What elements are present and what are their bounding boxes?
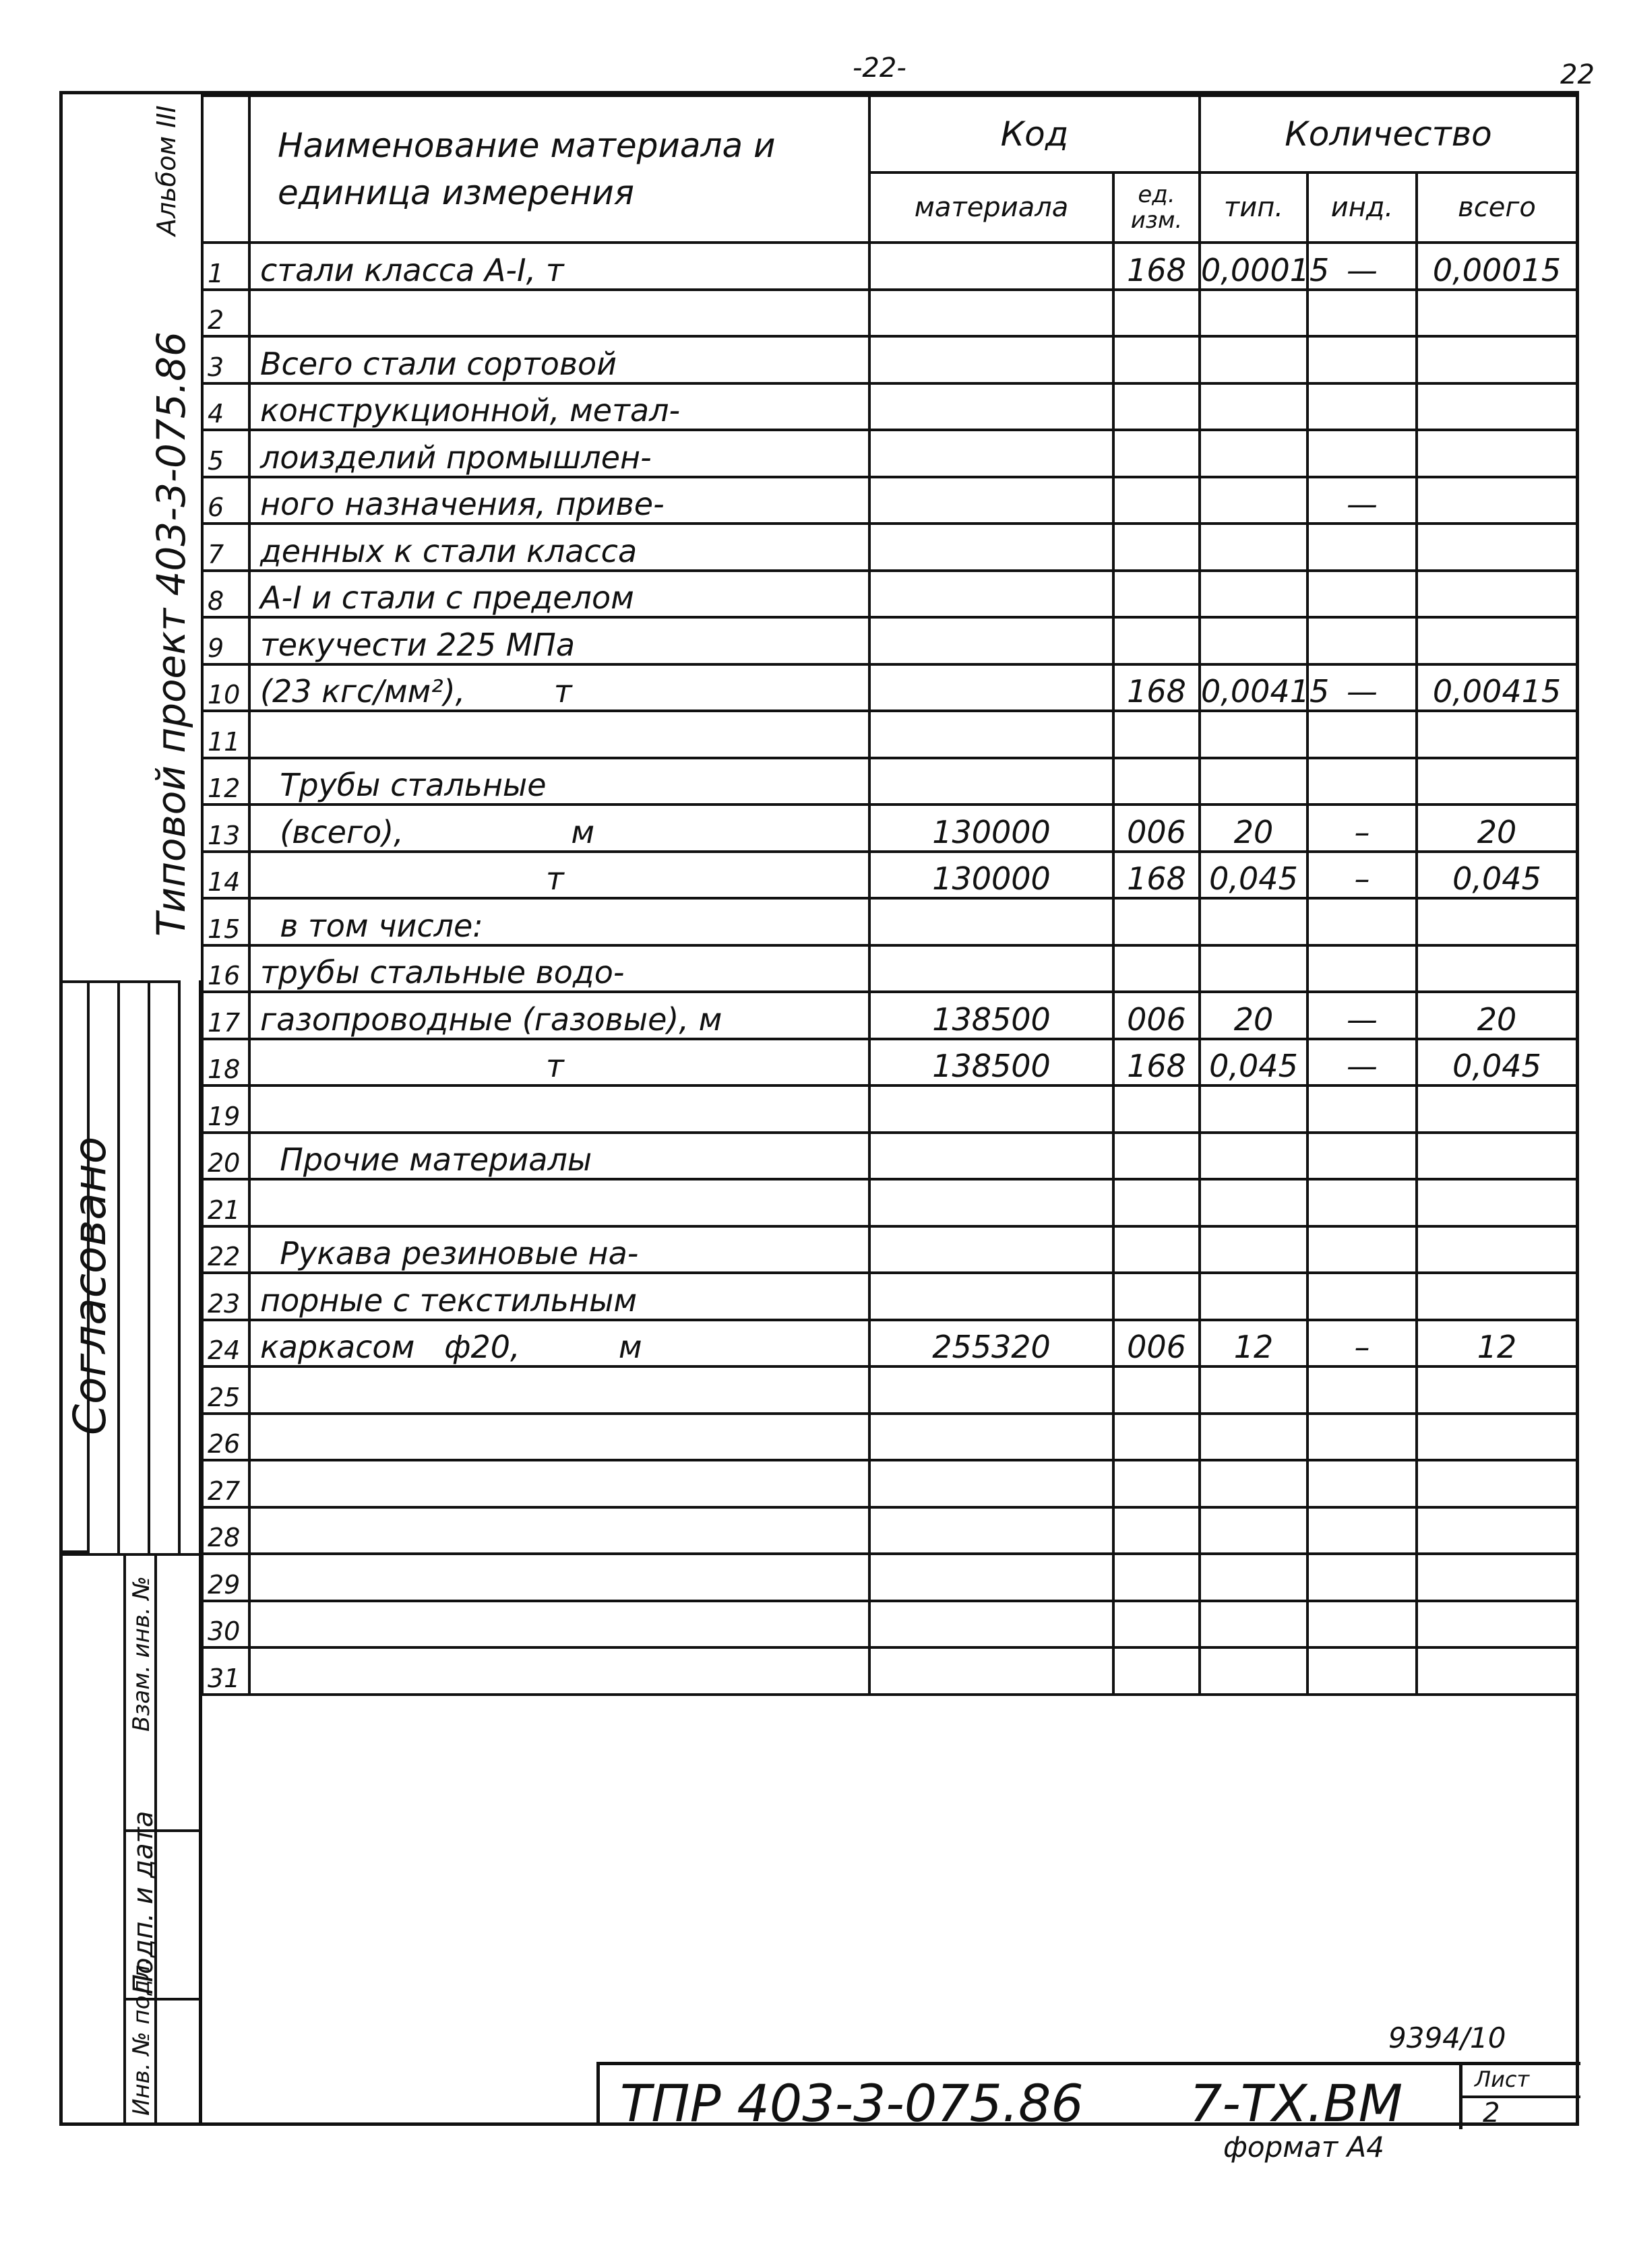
- qty-ind: [1307, 1179, 1417, 1226]
- table-row: [202, 711, 1577, 758]
- header-ind: инд.: [1307, 172, 1417, 243]
- table-row: [202, 898, 1577, 945]
- qty-total: 0,045: [1417, 852, 1577, 899]
- qty-ind: [1307, 1601, 1417, 1648]
- qty-total: [1417, 1273, 1577, 1320]
- material-name: конструкционной, метал-: [249, 383, 869, 431]
- table-row: [202, 1320, 1577, 1367]
- qty-typ: 12: [1200, 1320, 1307, 1367]
- unit-code: [1113, 617, 1200, 664]
- qty-typ: [1200, 1085, 1307, 1133]
- unit-code: 168: [1113, 852, 1200, 899]
- stamp-title: ТПР 403-3-075.86: [620, 2073, 1084, 2133]
- row-number: 20: [202, 1133, 249, 1180]
- replace-inv-label: Взам. инв. №: [128, 1576, 155, 1732]
- header-unit: ед. изм.: [1113, 172, 1200, 243]
- table-row: [202, 571, 1577, 618]
- material-code: [869, 1273, 1113, 1320]
- row-number: 2: [202, 290, 249, 337]
- qty-ind: [1307, 1647, 1417, 1695]
- unit-code: [1113, 477, 1200, 524]
- material-name: стали класса А-I, т: [249, 243, 869, 290]
- qty-total: [1417, 336, 1577, 383]
- table-row: [202, 1601, 1577, 1648]
- qty-ind: [1307, 524, 1417, 571]
- table-row: [202, 1226, 1577, 1273]
- agreed-label: Согласовано: [64, 1136, 116, 1435]
- qty-total: 0,045: [1417, 1039, 1577, 1086]
- material-name: [249, 1647, 869, 1695]
- unit-code: [1113, 383, 1200, 431]
- material-name: лоизделий промышлен-: [249, 430, 869, 477]
- table-row: [202, 805, 1577, 852]
- table-row: [202, 945, 1577, 993]
- table-row: [202, 336, 1577, 383]
- row-number: 29: [202, 1554, 249, 1601]
- qty-total: [1417, 524, 1577, 571]
- material-code: 255320: [869, 1320, 1113, 1367]
- material-name: [249, 1366, 869, 1414]
- qty-total: 0,00415: [1417, 664, 1577, 712]
- table-row: [202, 1554, 1577, 1601]
- table-row: [202, 1133, 1577, 1180]
- header-qty: Количество: [1200, 96, 1577, 172]
- table-row: [202, 852, 1577, 899]
- qty-typ: [1200, 524, 1307, 571]
- qty-ind: [1307, 1273, 1417, 1320]
- qty-typ: [1200, 1273, 1307, 1320]
- qty-typ: [1200, 1133, 1307, 1180]
- qty-typ: [1200, 477, 1307, 524]
- qty-ind: [1307, 1507, 1417, 1554]
- qty-ind: [1307, 1366, 1417, 1414]
- qty-total: [1417, 1414, 1577, 1461]
- table-row: [202, 1366, 1577, 1414]
- material-code: [869, 711, 1113, 758]
- material-name: трубы стальные водо-: [249, 945, 869, 993]
- table-row: [202, 524, 1577, 571]
- qty-typ: [1200, 383, 1307, 431]
- qty-total: [1417, 1507, 1577, 1554]
- qty-total: [1417, 617, 1577, 664]
- qty-ind: [1307, 1226, 1417, 1273]
- qty-total: [1417, 477, 1577, 524]
- material-code: [869, 1085, 1113, 1133]
- material-name: [249, 1601, 869, 1648]
- title-block: [596, 2062, 1580, 2133]
- table-row: [202, 1414, 1577, 1461]
- qty-total: [1417, 290, 1577, 337]
- row-number: 6: [202, 477, 249, 524]
- unit-code: 168: [1113, 243, 1200, 290]
- qty-total: 20: [1417, 992, 1577, 1039]
- table-row: [202, 290, 1577, 337]
- unit-code: 006: [1113, 805, 1200, 852]
- material-code: 138500: [869, 992, 1113, 1039]
- table-row: [202, 1507, 1577, 1554]
- qty-ind: [1307, 1414, 1417, 1461]
- material-name: газопроводные (газовые), м: [249, 992, 869, 1039]
- table-row: [202, 758, 1577, 805]
- format-label: формат А4: [1223, 2131, 1384, 2164]
- header-typ: тип.: [1200, 172, 1307, 243]
- qty-total: [1417, 1460, 1577, 1507]
- row-number: 7: [202, 524, 249, 571]
- unit-code: 168: [1113, 1039, 1200, 1086]
- unit-code: [1113, 1414, 1200, 1461]
- qty-ind: [1307, 290, 1417, 337]
- material-name: [249, 1414, 869, 1461]
- material-code: [869, 1601, 1113, 1648]
- material-name: денных к стали класса: [249, 524, 869, 571]
- material-code: [869, 617, 1113, 664]
- unit-code: [1113, 758, 1200, 805]
- qty-typ: [1200, 430, 1307, 477]
- material-code: [869, 383, 1113, 431]
- qty-total: [1417, 383, 1577, 431]
- qty-ind: —: [1307, 243, 1417, 290]
- qty-total: [1417, 945, 1577, 993]
- qty-ind: [1307, 336, 1417, 383]
- material-code: [869, 1179, 1113, 1226]
- material-code: [869, 945, 1113, 993]
- material-code: [869, 430, 1113, 477]
- qty-typ: [1200, 617, 1307, 664]
- table-row: [202, 664, 1577, 712]
- row-number: 1: [202, 243, 249, 290]
- unit-code: 006: [1113, 1320, 1200, 1367]
- material-name: [249, 1507, 869, 1554]
- material-code: [869, 1647, 1113, 1695]
- material-name: Всего стали сортовой: [249, 336, 869, 383]
- qty-total: [1417, 758, 1577, 805]
- qty-typ: [1200, 711, 1307, 758]
- qty-ind: [1307, 945, 1417, 993]
- material-code: [869, 290, 1113, 337]
- qty-typ: 20: [1200, 805, 1307, 852]
- unit-code: [1113, 430, 1200, 477]
- qty-ind: [1307, 1460, 1417, 1507]
- stamp-code: 7-ТХ.ВМ: [1190, 2073, 1403, 2133]
- unit-code: 168: [1113, 664, 1200, 712]
- qty-typ: [1200, 571, 1307, 618]
- material-name: А-I и стали с пределом: [249, 571, 869, 618]
- sign-date-label: Подп. и дата: [128, 1810, 159, 1994]
- qty-total: [1417, 430, 1577, 477]
- header-code: Код: [869, 96, 1200, 172]
- row-number: 5: [202, 430, 249, 477]
- qty-ind: –: [1307, 805, 1417, 852]
- qty-typ: [1200, 290, 1307, 337]
- material-code: [869, 571, 1113, 618]
- material-name: ного назначения, приве-: [249, 477, 869, 524]
- page-number-corner: 22: [1560, 59, 1595, 90]
- qty-typ: [1200, 1554, 1307, 1601]
- row-number: 17: [202, 992, 249, 1039]
- qty-typ: [1200, 336, 1307, 383]
- row-number: 21: [202, 1179, 249, 1226]
- qty-typ: [1200, 1366, 1307, 1414]
- qty-total: 12: [1417, 1320, 1577, 1367]
- qty-typ: [1200, 898, 1307, 945]
- row-number: 27: [202, 1460, 249, 1507]
- row-number: 8: [202, 571, 249, 618]
- sheet-label: Лист: [1475, 2067, 1530, 2092]
- row-number: 22: [202, 1226, 249, 1273]
- row-number: 14: [202, 852, 249, 899]
- qty-total: [1417, 1647, 1577, 1695]
- qty-ind: –: [1307, 1320, 1417, 1367]
- unit-code: [1113, 945, 1200, 993]
- qty-ind: [1307, 383, 1417, 431]
- qty-total: [1417, 711, 1577, 758]
- table-row: [202, 992, 1577, 1039]
- row-number: 19: [202, 1085, 249, 1133]
- qty-total: 0,00015: [1417, 243, 1577, 290]
- material-code: [869, 243, 1113, 290]
- page-number-top: -22-: [853, 53, 906, 84]
- material-name: [249, 711, 869, 758]
- material-name: в том числе:: [249, 898, 869, 945]
- material-code: [869, 664, 1113, 712]
- table-row: [202, 1273, 1577, 1320]
- qty-typ: [1200, 1601, 1307, 1648]
- project-side-title: Типовой проект 403-3-075.86: [148, 332, 194, 937]
- row-number: 25: [202, 1366, 249, 1414]
- unit-code: [1113, 1273, 1200, 1320]
- qty-total: [1417, 571, 1577, 618]
- material-code: [869, 336, 1113, 383]
- qty-total: [1417, 1554, 1577, 1601]
- qty-ind: [1307, 571, 1417, 618]
- qty-total: [1417, 1179, 1577, 1226]
- material-code: [869, 1133, 1113, 1180]
- sheet-box: [1459, 2065, 1580, 2129]
- unit-code: [1113, 1226, 1200, 1273]
- material-name: [249, 290, 869, 337]
- row-number: 4: [202, 383, 249, 431]
- row-number: 24: [202, 1320, 249, 1367]
- row-number: 15: [202, 898, 249, 945]
- material-code: [869, 898, 1113, 945]
- row-number: 3: [202, 336, 249, 383]
- inv-no-label: Инв. № подл.: [128, 1957, 155, 2116]
- row-number: 26: [202, 1414, 249, 1461]
- qty-typ: 0,00415: [1200, 664, 1307, 712]
- unit-code: [1113, 1460, 1200, 1507]
- material-code: [869, 1366, 1113, 1414]
- row-number: 16: [202, 945, 249, 993]
- row-number: 30: [202, 1601, 249, 1648]
- qty-ind: [1307, 1133, 1417, 1180]
- qty-typ: [1200, 1460, 1307, 1507]
- unit-code: [1113, 1647, 1200, 1695]
- material-name: [249, 1085, 869, 1133]
- material-name: [249, 1554, 869, 1601]
- table-row: [202, 1179, 1577, 1226]
- material-name: текучести 225 МПа: [249, 617, 869, 664]
- material-code: [869, 1507, 1113, 1554]
- qty-total: [1417, 1226, 1577, 1273]
- table-row: [202, 1085, 1577, 1133]
- unit-code: [1113, 1507, 1200, 1554]
- material-code: [869, 477, 1113, 524]
- row-number: 31: [202, 1647, 249, 1695]
- material-code: [869, 758, 1113, 805]
- material-name: [249, 1179, 869, 1226]
- row-number: 13: [202, 805, 249, 852]
- table-row: [202, 383, 1577, 431]
- qty-total: [1417, 898, 1577, 945]
- table-row: [202, 1647, 1577, 1695]
- material-code: 130000: [869, 805, 1113, 852]
- material-code: [869, 1226, 1113, 1273]
- qty-typ: [1200, 1507, 1307, 1554]
- unit-code: [1113, 1179, 1200, 1226]
- material-code: [869, 1554, 1113, 1601]
- qty-typ: [1200, 945, 1307, 993]
- header-name: Наименование материала и единица измерения: [249, 96, 869, 243]
- sheet-code: 9394/10: [1388, 2021, 1506, 2054]
- qty-ind: [1307, 1085, 1417, 1133]
- qty-total: 20: [1417, 805, 1577, 852]
- material-name: каркасом ф20, м: [249, 1320, 869, 1367]
- material-name: т: [249, 852, 869, 899]
- material-code: 130000: [869, 852, 1113, 899]
- qty-ind: –: [1307, 852, 1417, 899]
- table-row: [202, 243, 1577, 290]
- qty-total: [1417, 1085, 1577, 1133]
- qty-ind: [1307, 758, 1417, 805]
- row-number: 12: [202, 758, 249, 805]
- table-row: [202, 617, 1577, 664]
- unit-code: [1113, 898, 1200, 945]
- qty-typ: [1200, 758, 1307, 805]
- row-number: 9: [202, 617, 249, 664]
- row-number: 11: [202, 711, 249, 758]
- qty-ind: [1307, 1554, 1417, 1601]
- material-code: [869, 1460, 1113, 1507]
- qty-typ: 0,045: [1200, 852, 1307, 899]
- unit-code: [1113, 1133, 1200, 1180]
- qty-ind: [1307, 711, 1417, 758]
- qty-typ: [1200, 1226, 1307, 1273]
- row-number: 18: [202, 1039, 249, 1086]
- material-code: [869, 1414, 1113, 1461]
- qty-ind: —: [1307, 992, 1417, 1039]
- material-name: Рукава резиновые на-: [249, 1226, 869, 1273]
- header-total: всего: [1417, 172, 1577, 243]
- unit-code: [1113, 1554, 1200, 1601]
- material-name: (всего), м: [249, 805, 869, 852]
- qty-typ: [1200, 1414, 1307, 1461]
- material-name: т: [249, 1039, 869, 1086]
- header-row: [202, 96, 1577, 172]
- qty-typ: 0,00015: [1200, 243, 1307, 290]
- unit-code: [1113, 1366, 1200, 1414]
- material-name: порные с текстильным: [249, 1273, 869, 1320]
- material-name: Трубы стальные: [249, 758, 869, 805]
- unit-code: [1113, 524, 1200, 571]
- qty-total: [1417, 1366, 1577, 1414]
- qty-typ: [1200, 1179, 1307, 1226]
- qty-typ: [1200, 1647, 1307, 1695]
- qty-total: [1417, 1601, 1577, 1648]
- row-number: 10: [202, 664, 249, 712]
- material-code: 138500: [869, 1039, 1113, 1086]
- qty-total: [1417, 1133, 1577, 1180]
- material-name: Прочие материалы: [249, 1133, 869, 1180]
- qty-ind: —: [1307, 1039, 1417, 1086]
- row-number: 28: [202, 1507, 249, 1554]
- unit-code: [1113, 336, 1200, 383]
- qty-ind: —: [1307, 477, 1417, 524]
- unit-code: [1113, 1601, 1200, 1648]
- unit-code: [1113, 711, 1200, 758]
- unit-code: [1113, 290, 1200, 337]
- qty-ind: [1307, 898, 1417, 945]
- unit-code: [1113, 1085, 1200, 1133]
- qty-typ: 0,045: [1200, 1039, 1307, 1086]
- row-number: 23: [202, 1273, 249, 1320]
- table-row: [202, 430, 1577, 477]
- material-name: [249, 1460, 869, 1507]
- material-code: [869, 524, 1113, 571]
- qty-typ: 20: [1200, 992, 1307, 1039]
- album-label: Альбом III: [152, 105, 181, 236]
- qty-ind: [1307, 617, 1417, 664]
- materials-table: [201, 94, 1578, 1696]
- qty-ind: —: [1307, 664, 1417, 712]
- table-row: [202, 477, 1577, 524]
- qty-ind: [1307, 430, 1417, 477]
- unit-code: [1113, 571, 1200, 618]
- unit-code: 006: [1113, 992, 1200, 1039]
- table-row: [202, 1039, 1577, 1086]
- table-body: [202, 243, 1577, 1695]
- material-name: (23 кгс/мм²), т: [249, 664, 869, 712]
- header-material: материала: [869, 172, 1113, 243]
- table-row: [202, 1460, 1577, 1507]
- sheet-number: 2: [1483, 2098, 1500, 2129]
